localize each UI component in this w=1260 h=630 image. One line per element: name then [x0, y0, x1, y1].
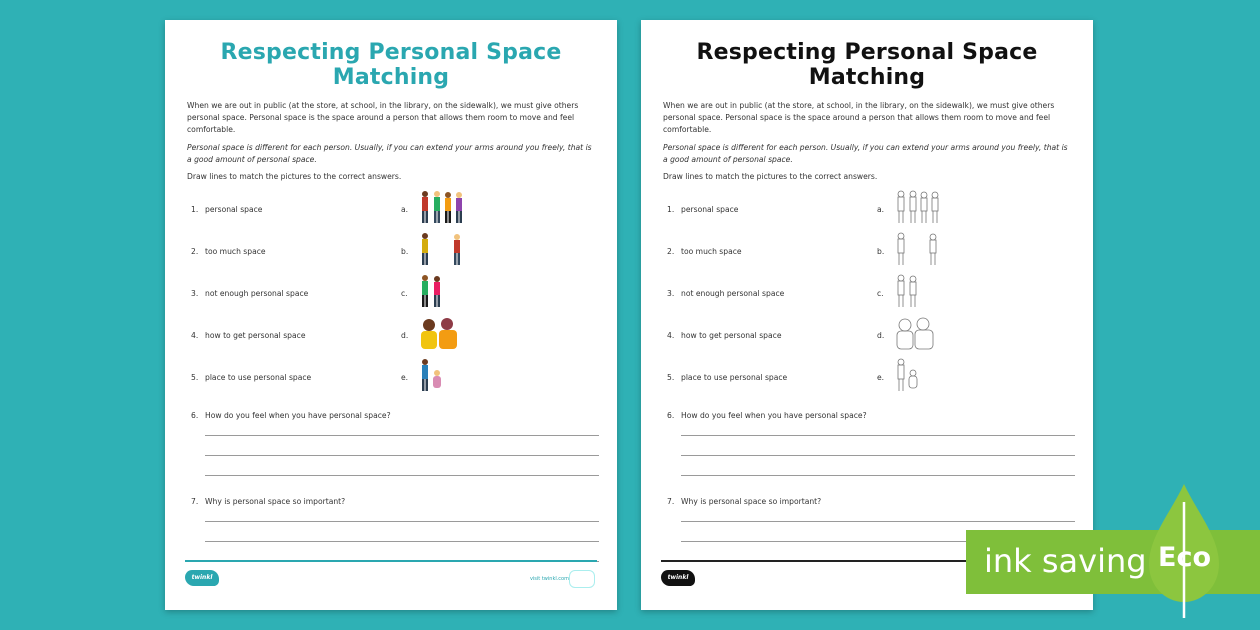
- item-label: not enough personal space: [681, 289, 785, 299]
- person-and-child-outline-picture: [893, 357, 953, 395]
- item-label: not enough personal space: [205, 289, 309, 299]
- twinkl-logo: twinkl: [185, 570, 219, 586]
- worksheet-eco: [641, 20, 1093, 610]
- item-number: 4.: [191, 331, 199, 341]
- question-number: 7.: [667, 497, 675, 507]
- answer-lines: [187, 511, 595, 562]
- worksheet-title: Respecting Personal Space Matching: [220, 40, 562, 90]
- item-number: 1.: [667, 205, 675, 215]
- question-number: 6.: [667, 411, 675, 421]
- answer-line: [681, 521, 1075, 522]
- matching-item: [187, 237, 595, 279]
- answer-line: [205, 435, 599, 436]
- two-people-close-outline-picture: [893, 273, 953, 311]
- item-letter: d.: [877, 331, 885, 341]
- answer-line: [205, 541, 599, 542]
- worksheet-color: [165, 20, 617, 610]
- answer-line: [205, 475, 599, 476]
- question-item: [663, 409, 1071, 425]
- item-number: 5.: [667, 373, 675, 383]
- footer-url: visit twinkl.com: [529, 576, 569, 582]
- question-item: [187, 495, 595, 511]
- talking-people-outline-picture: [893, 315, 953, 353]
- item-label: personal space: [681, 205, 739, 215]
- matching-item: [187, 321, 595, 363]
- item-letter: e.: [401, 373, 409, 383]
- matching-item: [187, 363, 595, 405]
- item-number: 4.: [667, 331, 675, 341]
- item-letter: b.: [877, 247, 885, 257]
- two-people-apart-outline-picture: [893, 231, 953, 269]
- item-letter: e.: [877, 373, 885, 383]
- worksheet-title: Respecting Personal Space Matching: [696, 40, 1038, 90]
- answer-line: [205, 455, 599, 456]
- item-letter: a.: [877, 205, 885, 215]
- eco-word: Eco: [1158, 542, 1211, 573]
- question-item: [663, 495, 1071, 511]
- item-letter: d.: [401, 331, 409, 341]
- question-label: Why is personal space so important?: [205, 497, 346, 507]
- matching-item: [187, 279, 595, 321]
- matching-item: [663, 237, 1071, 279]
- question-label: How do you feel when you have personal space?: [205, 411, 391, 421]
- item-number: 1.: [191, 205, 199, 215]
- question-number: 7.: [191, 497, 199, 507]
- ink-saving-text: ink saving: [984, 542, 1147, 580]
- item-letter: c.: [401, 289, 408, 299]
- question-item: [187, 409, 595, 425]
- item-number: 5.: [191, 373, 199, 383]
- footer-divider: [185, 560, 597, 562]
- two-people-close-picture: [417, 273, 477, 311]
- answer-line: [205, 521, 599, 522]
- answer-lines: [663, 425, 1071, 476]
- item-label: personal space: [205, 205, 263, 215]
- instruction-text: Draw lines to match the pictures to the correct answers.: [663, 172, 878, 182]
- item-letter: b.: [401, 247, 409, 257]
- intro-paragraph: When we are out in public (at the store, at school, in the library, on the sidewalk), we must give others personal space. Personal space is the space around a person that allows them room to move and feel comfortable.: [187, 101, 579, 135]
- item-label: how to get personal space: [205, 331, 306, 341]
- matching-list: [187, 195, 595, 405]
- answer-line: [681, 475, 1075, 476]
- matching-list: [663, 195, 1071, 405]
- answer-line: [681, 435, 1075, 436]
- matching-item: [663, 363, 1071, 405]
- question-number: 6.: [191, 411, 199, 421]
- talking-people-picture: [417, 315, 477, 353]
- question-label: How do you feel when you have personal space?: [681, 411, 867, 421]
- answer-lines: [187, 425, 595, 476]
- matching-item: [663, 321, 1071, 363]
- item-number: 3.: [191, 289, 199, 299]
- twinkl-logo: twinkl: [661, 570, 695, 586]
- note-paragraph: Personal space is different for each person. Usually, if you can extend your arms around you freely, that is a good amount of personal space.: [187, 142, 592, 164]
- item-number: 2.: [191, 247, 199, 257]
- answer-line: [681, 455, 1075, 456]
- footer-mini-logo: [569, 570, 595, 588]
- item-label: too much space: [205, 247, 266, 257]
- intro-paragraph: When we are out in public (at the store, at school, in the library, on the sidewalk), we must give others personal space. Personal space is the space around a person that allows them room to move and feel comfortable.: [663, 101, 1055, 135]
- two-people-apart-picture: [417, 231, 477, 269]
- item-label: too much space: [681, 247, 742, 257]
- person-and-child-picture: [417, 357, 477, 395]
- item-number: 2.: [667, 247, 675, 257]
- matching-item: [663, 279, 1071, 321]
- note-paragraph: Personal space is different for each person. Usually, if you can extend your arms around you freely, that is a good amount of personal space.: [663, 142, 1068, 164]
- group-people-picture: [417, 189, 477, 227]
- instruction-text: Draw lines to match the pictures to the correct answers.: [187, 172, 402, 182]
- matching-item: [663, 195, 1071, 237]
- group-people-outline-picture: [893, 189, 953, 227]
- item-label: how to get personal space: [681, 331, 782, 341]
- item-letter: c.: [877, 289, 884, 299]
- question-label: Why is personal space so important?: [681, 497, 822, 507]
- item-label: place to use personal space: [681, 373, 788, 383]
- item-letter: a.: [401, 205, 409, 215]
- item-label: place to use personal space: [205, 373, 312, 383]
- item-number: 3.: [667, 289, 675, 299]
- matching-item: [187, 195, 595, 237]
